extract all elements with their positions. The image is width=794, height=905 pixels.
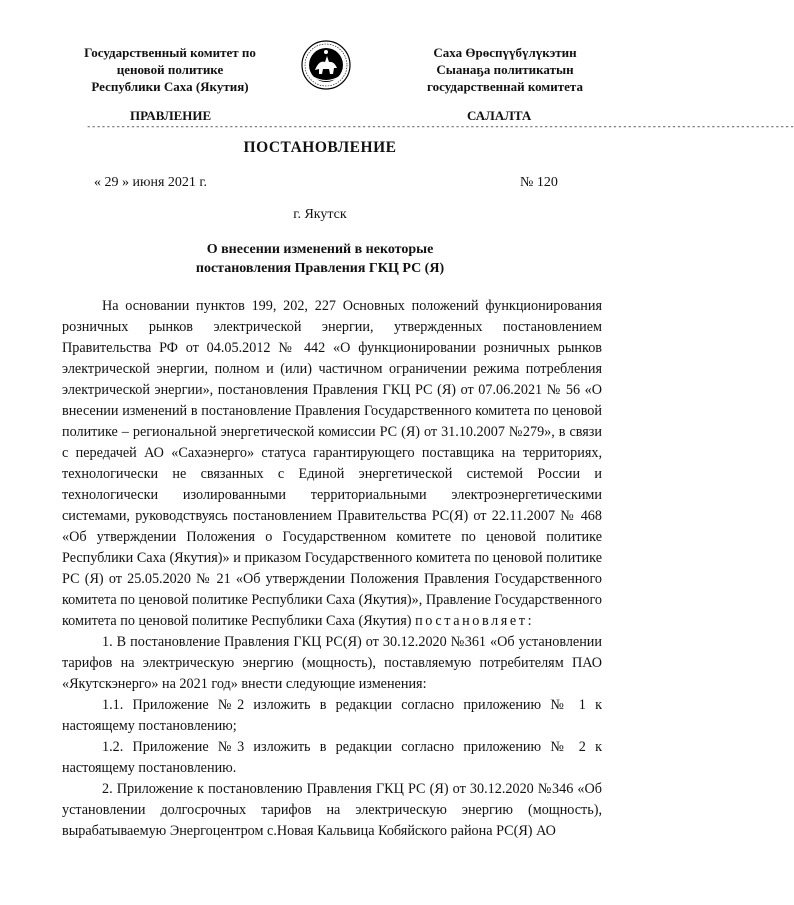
paragraph-text: На основании пунктов 199, 202, 227 Основных положений функционирования розничных рынков электрической энергии, утвержденных постановлением Правительства РФ от 04.05.2012 № 442 «О функционировании розничных рынков электрической энергии, полном и (или) частичном ограничении режима потребления электрической энергии», постановления Правления ГКЦ РС (Я) от 07.06.2021 № 56 «О внесении изменений в постановление Правления Государственного комитета по ценовой политике – региональной энергетической комиссии РС (Я) от 31.10.2007 №279», в связи с передачей АО «Сахаэнерго» статуса гарантирующего поставщика на территориях, технологически не связанных с Единой энергетической системой России и технологически изолированными территориальными электроэнергетическими системами, руководствуясь постановлением Правительства РС(Я) от 22.11.2007 № 468 «Об утверждении Положения о Государственном комитете по ценовой политике Республики Саха (Якутия)» и приказом Государственного комитета по ценовой политике РС (Я) от 25.05.2020 № 21 «Об утверждении Положения Правления Государственного комитета по ценовой политике Республики Саха (Якутия)», Правление Государственного комитета по ценовой политике Республики Саха (Якутия) <box>62 298 602 629</box>
issuer-line: ценовой политике <box>116 62 224 77</box>
issuer-line: Саха Өрөспүүбүлүкэтин <box>433 45 577 60</box>
document-number: № 120 <box>520 175 558 190</box>
board-label-sakha: САЛАЛТА <box>467 108 532 123</box>
document-body <box>62 296 602 842</box>
resolution-keyword: постановляет: <box>415 613 535 629</box>
issuer-line: Государственный комитет по <box>84 45 256 60</box>
document-date: « 29 » июня 2021 г. <box>94 175 208 190</box>
issuer-name-ru <box>70 44 270 95</box>
document-subject <box>0 240 640 278</box>
header-divider: ------------------------------------------------------------------------------------------------------------------------------------------------ <box>86 122 794 132</box>
paragraph: 1. В постановление Правления ГКЦ РС(Я) от 30.12.2020 №361 «Об установлении тарифов на электрическую энергию (мощность), поставляемую потребителям ПАО «Якутскэнерго» на 2021 год» внести следующие изменения: <box>62 634 602 692</box>
document-type: ПОСТАНОВЛЕНИЕ <box>243 139 397 156</box>
paragraph: 2. Приложение к постановлению Правления ГКЦ РС (Я) от 30.12.2020 №346 «Об установлении долгосрочных тарифов на электрическую энергию (мощность), вырабатываемую Энергоцентром с.Новая Кальвица Кобяйского района РС(Я) АО <box>62 781 602 839</box>
paragraph: 1.1. Приложение №2 изложить в редакции согласно приложению № 1 к настоящему постановлению; <box>62 697 602 734</box>
issuer-name-sakha <box>405 44 605 95</box>
issuer-line: Сыанаҕа политикатын <box>436 62 574 77</box>
issuer-line: государственнай комитета <box>427 79 583 94</box>
subject-line: постановления Правления ГКЦ РС (Я) <box>195 261 445 276</box>
paragraph: 1.2. Приложение №3 изложить в редакции согласно приложению № 2 к настоящему постановлению. <box>62 739 602 776</box>
document-city: г. Якутск <box>293 207 347 222</box>
sakha-coat-of-arms-icon <box>301 40 351 90</box>
subject-line: О внесении изменений в некоторые <box>206 242 434 257</box>
issuer-line: Республики Саха (Якутия) <box>91 79 249 94</box>
paragraph <box>62 296 602 632</box>
board-label-ru: ПРАВЛЕНИЕ <box>130 108 212 123</box>
